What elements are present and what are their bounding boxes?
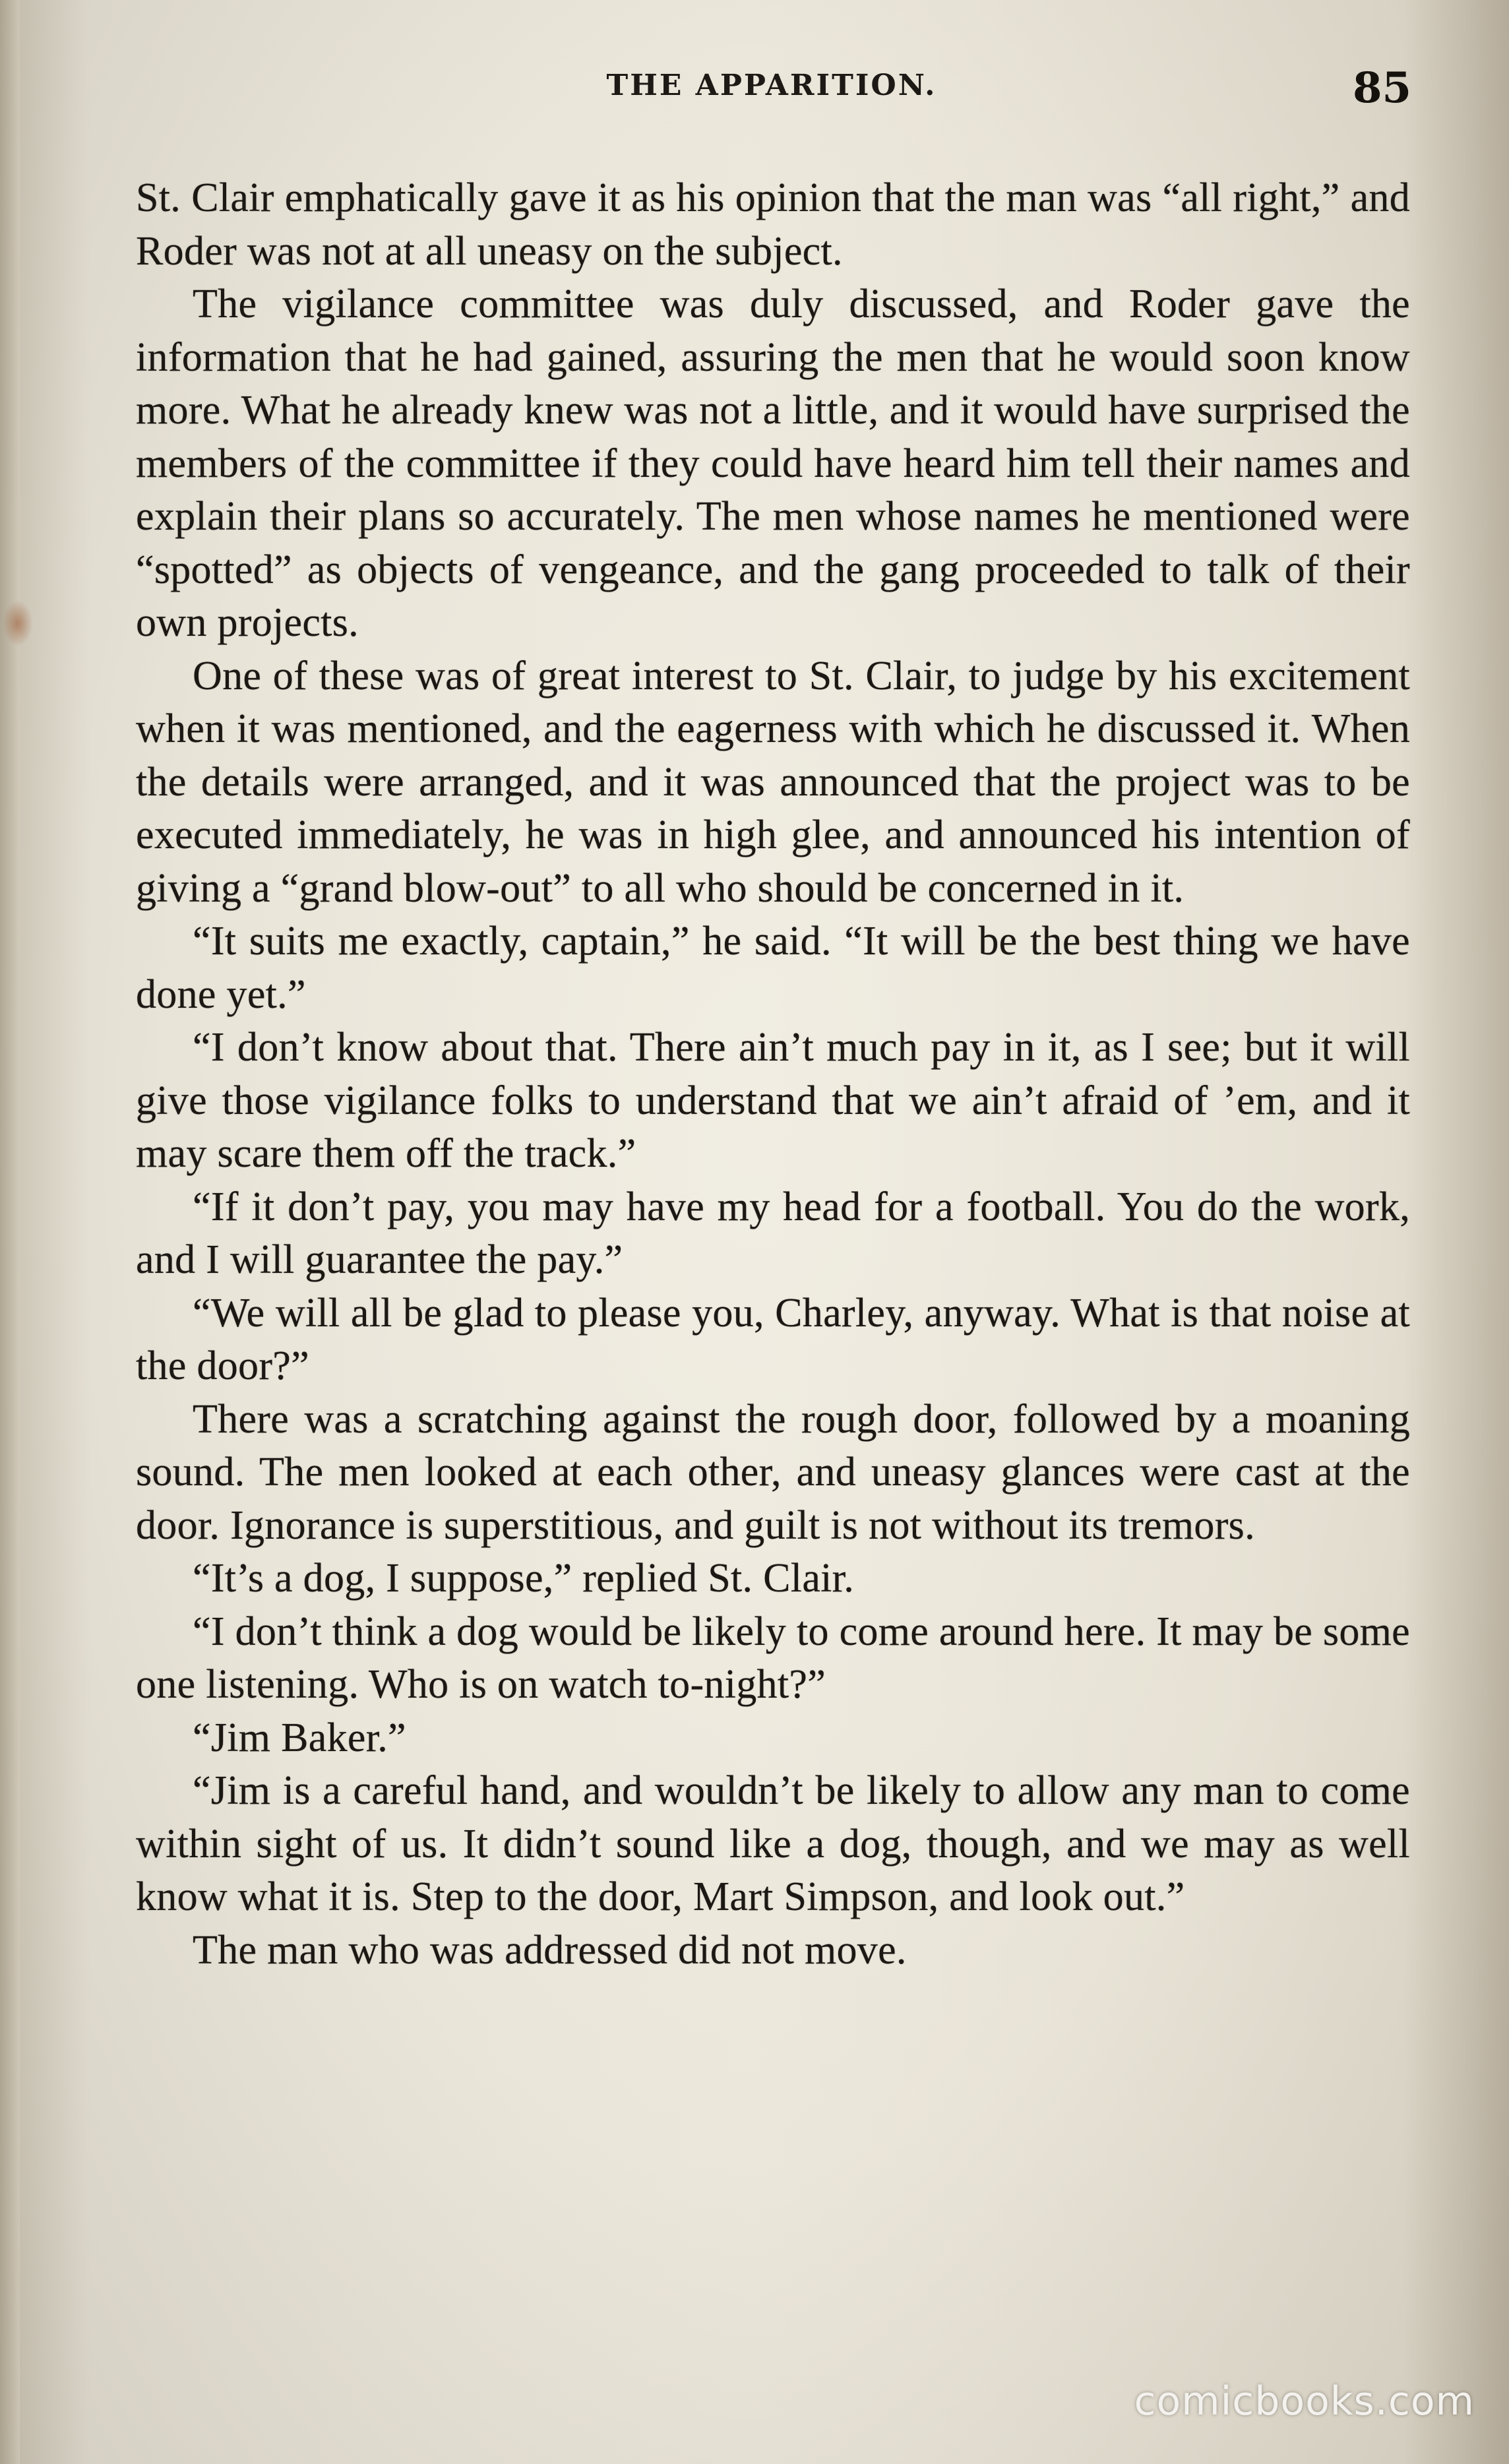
- paragraph: “Jim is a careful hand, and wouldn’t be likely to allow any man to come within sight of us. It didn’t sound like a dog, though, and we may as well know what it is. Step to the door, Mart Simpson, and look out.”: [136, 1768, 1410, 1919]
- page-header: [132, 63, 1411, 115]
- paragraph: One of these was of great interest to St. Clair, to judge by his excitement when it was mentioned, and the eagerness with which he discussed it. When the details were arranged, and it was announced that the project was to be executed immediately, he was in high glee, and announced his intention of giving a “grand blow-out” to all who should be concerned in it.: [136, 653, 1410, 911]
- paragraph: “I don’t think a dog would be likely to come around here. It may be some one listening. Who is on watch to-night?”: [136, 1609, 1410, 1707]
- paragraph: St. Clair emphatically gave it as his opinion that the man was “all right,” and Roder was not at all uneasy on the subject.: [136, 175, 1410, 274]
- paragraph: The man who was addressed did not move.: [193, 1927, 907, 1973]
- paragraph: “If it don’t pay, you may have my head for a football. You do the work, and I will guarantee the pay.”: [136, 1184, 1410, 1282]
- paragraph: “It suits me exactly, captain,” he said. “It will be the best thing we have done yet.”: [136, 919, 1410, 1017]
- torn-page-edge: [0, 0, 20, 2464]
- paragraph: There was a scratching against the rough door, followed by a moaning sound. The men looked at each other, and uneasy glances were cast at the door. Ignorance is superstitious, and guilt is not without its tremors.: [136, 1396, 1410, 1548]
- watermark: comicbooks.com: [1134, 2378, 1475, 2424]
- running-title: THE APPARITION.: [606, 69, 937, 102]
- paragraph: “I don’t know about that. There ain’t much pay in it, as I see; but it will give those vigilance folks to understand that we ain’t afraid of ’em, and it may scare them off the track.”: [136, 1025, 1410, 1176]
- page-stain: [3, 600, 33, 646]
- page-number: 85: [1352, 63, 1411, 113]
- paragraph: “Jim Baker.”: [193, 1715, 406, 1760]
- body-text: [136, 171, 1410, 1977]
- paragraph: “We will all be glad to please you, Charley, anyway. What is that noise at the door?”: [136, 1290, 1410, 1388]
- paragraph: The vigilance committee was duly discussed, and Roder gave the information that he had gained, assuring the men that he would soon know more. What he already knew was not a little, and it would have surprised the members of the committee if they could have heard him tell their names and explain their plans so accurately. The men whose names he mentioned were “spotted” as objects of vengeance, and the gang proceeded to talk of their own projects.: [136, 282, 1410, 645]
- paragraph: “It’s a dog, I suppose,” replied St. Clair.: [193, 1556, 854, 1601]
